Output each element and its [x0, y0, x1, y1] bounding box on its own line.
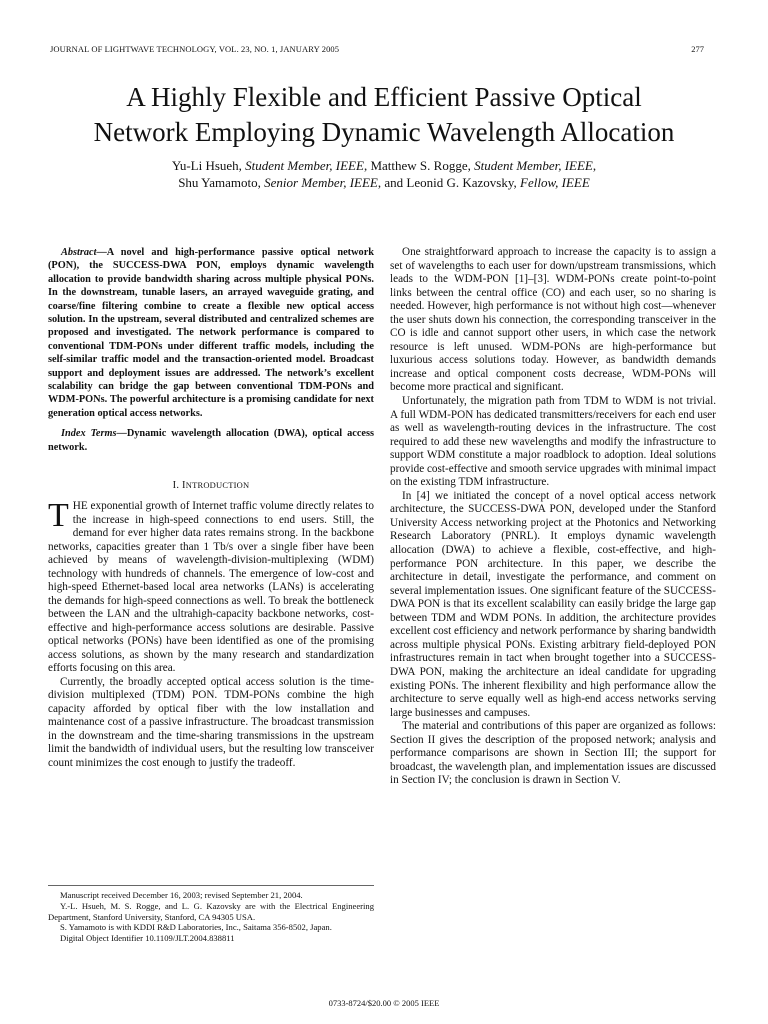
author-name: Matthew S. Rogge	[370, 158, 468, 173]
author-separator: ,	[363, 158, 371, 173]
page-number: 277	[691, 44, 704, 54]
right-paragraph-2: Unfortunately, the migration path from TDM to WDM is not trivial. A full WDM-PON has dedicated transmitters/receivers for each end user as well as wavelength-routing devices in the infrastructure. The cost required to add these new wavelengths and modify the infrastructure to support WDM constitute a major roadblock to adoption. Ideal solutions provide cost-effective and smooth service upgrades with minimal impact on the existing TDM infrastructure.	[390, 395, 716, 489]
abstract-label: Abstract	[61, 247, 97, 258]
author-name: Shu Yamamoto	[178, 175, 258, 190]
author-role: Senior Member, IEEE	[264, 175, 378, 190]
author-separator: , and	[377, 175, 407, 190]
section-title-initial: I	[182, 480, 186, 492]
footnote-doi: Digital Object Identifier 10.1109/JLT.2004.838811	[60, 933, 235, 944]
section-number: I.	[172, 480, 180, 492]
author-name: Yu-Li Hsueh	[171, 158, 239, 173]
copyright-footer: 0733-8724/$20.00 © 2005 IEEE	[328, 998, 440, 1008]
right-paragraph-3: In [4] we initiated the concept of a novel optical access network architecture, the SUCCESS-DWA PON, developed under the Stanford University Access networking project at the Photonics and Networking Research Laboratory (PNRL). It employs dynamic wavelength allocation (DWA) to achieve a flexible, cost-effective, and high-performance PON architecture. In this paper, we describe the architecture in detail, investigate the performance, and comment on several implementation issues. One significant feature of the SUCCESS-DWA PON is that its excellent scalability can easily bridge the large gap between TDM and WDM PONs. In addition, the architecture provides excellent cost efficiency and network performance by sharing bandwidth across multiple physical PONs. Existing arbitrary field-deployed PON infrastructures remain in tact when brought together into a SUCCESS-DWA PON, making the architecture an ideal candidate for upgrading existing PONs. The inherent flexibility and high performance allow the architecture to serve equally well as high-end access networks serving large businesses and campuses.	[390, 489, 716, 719]
author-separator: ,	[592, 158, 597, 173]
author-name: Leonid G. Kazovsky	[406, 175, 514, 190]
section-title-rest: NTRODUCTION	[185, 480, 250, 491]
intro-paragraph-1	[48, 497, 374, 676]
journal-header: JOURNAL OF LIGHTWAVE TECHNOLOGY, VOL. 23, NO. 1, JANUARY 2005	[50, 44, 340, 54]
right-column	[390, 246, 716, 788]
right-paragraph-1: One straightforward approach to increase the capacity is to assign a set of wavelengths to each user for down/upstream transmissions, which leads to the WDM-PON [1]–[3]. WDM-PONs create point-to-point links between the central office (CO) and each user, so no sharing is needed. However, high performance is not without high cost—whenever the user shuts down his connection, the corresponding transceiver in the CO is idle and cannot support other users, in which case the network resource is left unused. WDM-PONs are high-performance but luxurious access solutions today. However, as bandwidth demands increase and optical component costs decrease, WDM-PONs will become more practical and significant.	[390, 246, 716, 394]
footnote-affiliation-1: Y.-L. Hsueh, M. S. Rogge, and L. G. Kazovsky are with the Electrical Engineering Department, Stanford University, Stanford, CA 94305 USA.	[48, 900, 374, 922]
author-role: Fellow, IEEE	[520, 175, 590, 190]
index-terms-text: —Dynamic wavelength allocation (DWA), optical access network.	[48, 428, 374, 453]
abstract	[48, 246, 374, 420]
authors-line-1: Yu-Li Hsueh, Student Member, IEEE, Matthew S. Rogge, Student Member, IEEE,	[171, 158, 597, 173]
index-terms	[48, 427, 374, 454]
paper-title-line-1: A Highly Flexible and Efficient Passive Optical	[126, 82, 642, 112]
footnote-affiliation-2: S. Yamamoto is with KDDI R&D Laboratories, Inc., Saitama 356-8502, Japan.	[60, 922, 332, 933]
abstract-text: —A novel and high-performance passive optical network (PON), the SUCCESS-DWA PON, employs dynamic wavelength allocation to provide bandwidth sharing across multiple physical PONs. In the downstream, tunable lasers, an arrayed waveguide grating, and coarse/fine filtering combine to create a flexible new optical access solution. In the upstream, several distributed and centralized schemes are proposed and investigated. The network performance is compared to conventional TDM-PONs under different traffic models, including the self-similar traffic model and the transaction-oriented model. Broadcast support and deployment issues are addressed. The network’s excellent scalability can bridge the gap between conventional TDM-PONs and WDM-PONs. The powerful architecture is a promising candidate for next generation optical access networks.	[48, 247, 374, 419]
author-role: Student Member, IEEE	[245, 158, 364, 173]
intro-paragraph-1-text: HE exponential growth of Internet traffic volume directly relates to the increase in high-speed connections to end users. Still, the demand for ever higher data rates remains strong. In the backbone networks, capacities greater than 1 Tb/s over a single fiber have been achieved by means of wavelength-division-multiplexing (WDM) technology with hundreds of channels. The emergence of low-cost and high-speed Ethernet-based local area networks (LANs) is accelerating the demands for high-speed connections as well. To break the bottleneck between the LAN and the ultrahigh-capacity backbone networks, cost-effective and high-performance access solutions are desirable. Passive optical networks (PONs) have been identified as one of the promising access solutions, as shown by the many research and standardization efforts focusing on this area.	[48, 500, 374, 675]
intro-paragraph-2: Currently, the broadly accepted optical access solution is the time-division multiplexed (TDM) PON. TDM-PONs combine the high capacity afforded by optical fiber with the low installation and maintenance cost of a passive infrastructure. The broadcast transmission in the downstream and the time-sharing transmissions in the upstream limit the bandwidth of individual users, but the resulting low transceiver count minimizes the cost enough to justify the tradeoff.	[48, 675, 374, 769]
left-column	[48, 246, 374, 770]
section-heading-introduction	[48, 480, 374, 491]
footnotes	[48, 885, 374, 944]
right-paragraph-4: The material and contributions of this paper are organized as follows: Section II gives the description of the proposed network; analysis and performance comparisons are shown in Section III; the support for broadcast, the wavelength plan, and implementation issues are discussed in Section IV; the conclusion is drawn in Section V.	[390, 720, 716, 787]
footnote-manuscript: Manuscript received December 16, 2003; revised September 21, 2004.	[60, 890, 303, 900]
author-role: Student Member, IEEE	[474, 158, 593, 173]
paper-title-line-2: Network Employing Dynamic Wavelength Allocation	[93, 117, 675, 147]
index-terms-label: Index Terms	[61, 428, 117, 440]
authors-line-2: Shu Yamamoto, Senior Member, IEEE, and Leonid G. Kazovsky, Fellow, IEEE	[178, 175, 590, 190]
drop-cap: T	[48, 497, 69, 535]
